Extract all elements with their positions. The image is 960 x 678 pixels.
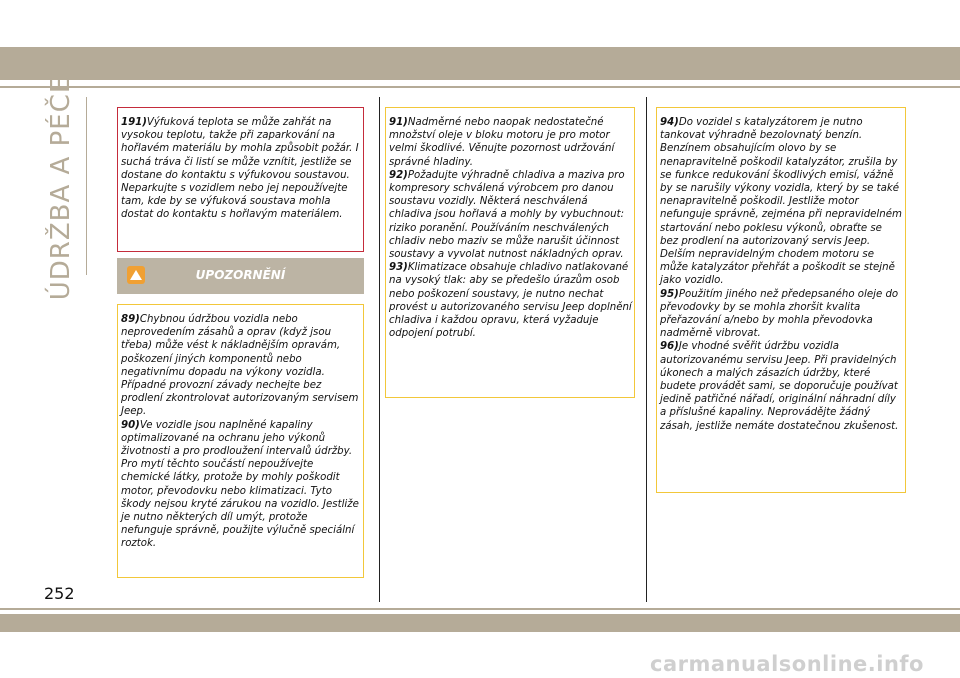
note-number: 96) (660, 341, 679, 353)
note-number: 191) (121, 117, 147, 128)
note-number: 89) (121, 314, 140, 325)
page-number: 252 (44, 584, 75, 603)
note-94 (660, 116, 903, 288)
warning-header-label: UPOZORNĚNÍ (195, 268, 286, 282)
note-text: Chybnou údržbou vozidla nebo neprovedením zásahů a oprav (když jsou třeba) může vést k nákladnějším opravám, poškození jiných komponentů nebo negativnímu dopadu na výkony vozidla. Případné provozní závady nechejte bez prodlení zkontrolovat autorizovaným servisem Jeep. (121, 314, 359, 418)
bottom-rule (0, 608, 960, 610)
top-rule (0, 86, 960, 88)
section-title (40, 75, 82, 300)
watermark: carmanualsonline.info (650, 652, 924, 676)
note-91 (389, 116, 632, 169)
note-89 (121, 313, 361, 419)
note-92 (389, 169, 632, 261)
note-number: 94) (660, 117, 679, 128)
note-number: 95) (660, 288, 679, 300)
note-text: Požadujte výhradně chladiva a maziva pro kompresory schválená výrobcem pro danou soustavu vozidly. Některá neschválená chladiva jsou hořlavá a mohly by vybuchnout: riziko poranění. Používáním neschválených chladiv nebo maziv se může narušit účinnost soustavy a vyvolat nutnost nákladných oprav. (389, 169, 625, 261)
note-191 (121, 116, 361, 222)
caution-note-box (656, 107, 906, 493)
danger-note-box (117, 107, 364, 252)
caution-note-box (385, 107, 635, 398)
bottom-band (0, 614, 960, 632)
note-text: Do vozidel s katalyzátorem je nutno tankovat výhradně bezolovnatý benzín. Benzínem obsahujícím olovo by se nenapravitelně poškodil katalyzátor, zrušila by se funkce redukování škodlivých emisí, vážně by se narušily výkony vozidla, který by se také nenapravitelně poškodil. Jestliže motor nefunguje správně, zejména při nepravidelném startování nebo poklesu výkonů, obraťte se bez prodlení na autorizovaný servis Jeep. Delším nepravidelným chodem motoru se může katalyzátor přehřát a poškodit se stejně jako vozidlo. (660, 117, 902, 287)
note-number: 91) (389, 117, 408, 128)
note-text: Ve vozidle jsou naplněné kapaliny optimalizované na ochranu jeho výkonů životnosti a pro prodloužení intervalů údržby. Pro mytí těchto součástí nepoužívejte chemické látky, protože by mohly poškodit motor, převodovku nebo klimatizaci. Tyto škody nejsou kryté zárukou na vozidlo. Jestliže je nutno některých díl umýt, protože nefunguje správně, použijte výlučně speciální roztok. (121, 419, 359, 550)
note-text: Nadměrné nebo naopak nedostatečné množství oleje v bloku motoru je pro motor velmi škodlivé. Věnujte pozornost udržování správné hladiny. (389, 117, 615, 168)
caution-note-box (117, 304, 364, 578)
note-text: Je vhodné svěřit údržbu vozidla autorizovanému servisu Jeep. Při pravidelných úkonech a malých zásazích údržby, které budete provádět sami, se doporučuje používat jedině patřičné nářadí, originální náhradní díly a příslušné kapaliny. Neprovádějte žádný zásah, jestliže nemáte dostatečnou zkušenost. (660, 341, 899, 432)
note-90 (121, 419, 361, 551)
note-number: 90) (121, 419, 140, 431)
note-95 (660, 288, 903, 341)
note-96 (660, 340, 903, 432)
note-text: Použitím jiného než předepsaného oleje do převodovky by se mohla zhoršit kvalita přeřazování a/nebo by mohla převodovka nadměrně vibrovat. (660, 288, 899, 340)
column-divider (646, 97, 647, 602)
warning-header (117, 258, 364, 294)
note-text: Výfuková teplota se může zahřát na vysokou teplotu, takže při zaparkování na hořlavém materiálu by mohla způsobit požár. I suchá tráva či listí se může vznítit, jestliže se dostane do kontaktu s výfukovou soustavou. Neparkujte s vozidlem nebo jej nepoužívejte tam, kde by se výfuková soustava mohla dostat do kontaktu s hořlavým materiálem. (121, 117, 359, 221)
note-text: Klimatizace obsahuje chladivo natlakované na vysoký tlak: aby se předešlo úrazům osob nebo poškození soustavy, je nutno nechat provést u autorizovaného servisu Jeep doplnění chladiva i každou opravu, která vyžaduje odpojení potrubí. (389, 262, 632, 340)
section-title-text: ÚDRŽBA A PÉČE (46, 75, 76, 300)
note-93 (389, 261, 632, 340)
top-band (0, 47, 960, 80)
section-title-rule (86, 97, 87, 275)
note-number: 92) (389, 169, 408, 181)
note-number: 93) (389, 262, 408, 274)
column-divider (379, 97, 380, 602)
